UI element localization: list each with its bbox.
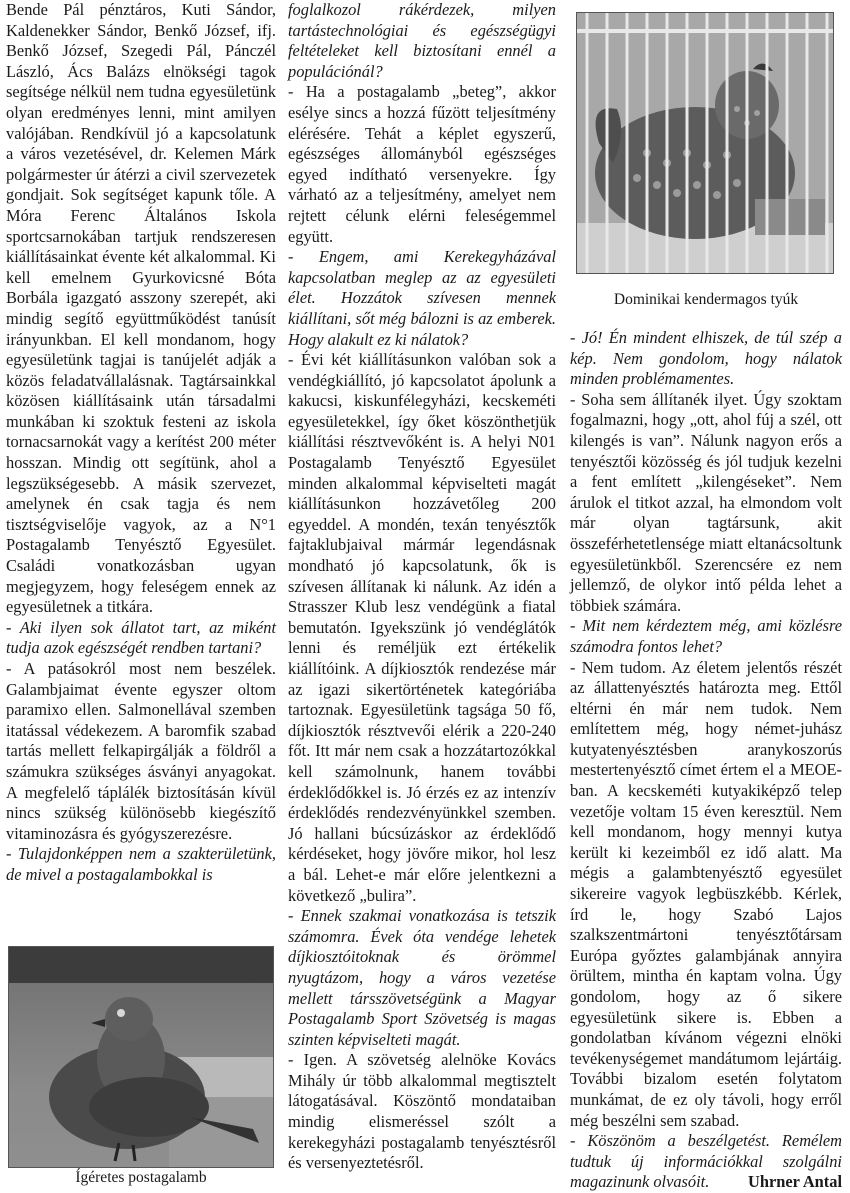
article-paragraph: - Igen. A szövetség alelnöke Kovács Mihály úr több alkalommal megtisztelt látogatásával. Köszöntő mondataiban mindig elismeréssel szólt a kerekegyházi postagalamb tenyésztésről és versenyeztetésről.	[288, 1050, 556, 1173]
closing-text: - Köszönöm a beszélgetést. Remélem tudtuk új információkkal szolgálni magazinunk olvasóit.	[570, 1131, 842, 1192]
hen-illustration	[577, 13, 834, 274]
column-2	[288, 0, 556, 1174]
closing-remark	[570, 1131, 842, 1193]
column-3	[570, 0, 842, 1193]
article-paragraph: - Nem tudom. Az életem jelentős részét az állattenyésztés határozta meg. Ettől eltérni én már nem tudok. Nem említettem még, hogy német-juhász kutyatenyésztésben aranykoszorús mestertenyésztő címet értem el a MEOE-ban. A kecskeméti kutyakiképző telep vezetője voltam 15 éven keresztül. Nem kell mondanom, hogy mennyi kutya került ki kezeimből ez idő alatt. Ma mégis a galambtenyésztő egyesület sikereire vagyok legbüszkébb. Kérlek, írd le, hogy Szabó Lajos szalkszentmártoni tenyésztőtársam Európa győztes galambjának annyira örültem, mintha én kaptam volna. Úgy gondolom, hogy az ő sikere egyesületünk sikere is. Ebben a gondolatban kívánom végezni elnöki tevékenységemet mandátumom lejártáig. További bizalom esetén folytatom munkámat, de ez oly távoli, hogy erről még beszélni sem szabad.	[570, 657, 842, 1130]
article-paragraph: Bende Pál pénztáros, Kuti Sándor, Kaldenekker Sándor, Benkő József, ifj. Benkő József, Szegedi Pál, Pánczél László, Ács Balázs elnökségi tagok segítsége nélkül nem tudna egyesületünk olyan eredményes lenni, mint amilyen valójában. Rendkívül jó a kapcsolatunk a város vezetésével, dr. Kelemen Márk polgármester úr átérzi a civil szervezetek gondjait. Sok segítséget kapunk tőle. A Móra Ferenc Általános Iskola sportcsarnokában tartjuk rendszeresen kiállításainkat évente két alkalommal. Ki kell emelnem Gyurkovicsné Bóta Borbála igazgató asszony szerepét, aki mindig segítő együttműködést tanúsít irányunkban. El kell mondanom, hogy egyesületünk tagjai is tanújelét adják a közös feladatvállalásnak. Tagtársainkkal közösen kiállításaink után társadalmi munkában ki szoktuk festeni az iskola tornacsarnokát vagy a kerítést 200 méter hosszan. Mindig ott segítünk, ahol a legszükségesebb. A másik szervezet, amelynek én csak tagja és nem tisztségviselője vagyok, az a N°1 Postagalamb Tenyésztő Egyesület. Családi vonatkozásban ugyan megjegyzem, hogy feleségem ennek az egyesületnek a titkára.	[6, 0, 276, 617]
pigeon-caption: Ígéretes postagalamb	[75, 1169, 207, 1186]
column-1	[6, 0, 276, 1186]
interview-question: - Mit nem kérdeztem még, ami közlésre számodra fontos lehet?	[570, 616, 842, 656]
interview-question: foglalkozol rákérdezek, milyen tartástechnológiai és egészségügyi feltételeket kell biztosítani ennél a populációnál?	[288, 0, 556, 81]
article-paragraph: - Ha a postagalamb „beteg”, akkor esélye sincs a hozzá fűzött teljesítmény elérésére. Tehát a képlet egyszerű, egészséges állományból egészséges egyed indítható versenyekre. Így várható az a teljesítmény, amelyet nem rejtett célunk elérni feleségemmel együtt.	[288, 82, 556, 246]
pigeon-photo	[8, 946, 274, 1168]
author-signature: Uhrner Antal	[748, 1172, 842, 1192]
interview-question: - Aki ilyen sok állatot tart, az miként tudja azok egészségét rendben tartani?	[6, 617, 276, 658]
interview-question: - Engem, ami Kerekegyházával kapcsolatban meglep az az egyesületi élet. Hozzátok szívesen mennek kiállítani, sőt még bálozni is az emberek. Hogy alakult ez ki nálatok?	[288, 247, 556, 349]
article-paragraph: - Soha sem állítanék ilyet. Úgy szoktam fogalmazni, hogy „ott, ahol fúj a szél, ott kilengés is van”. Nálunk nagyon erős a tenyésztői közösség és jól tudjuk kezelni a fent említett „kilengéseket”. Nem árulok el titkot azzal, ha elmondom volt már olyan tagtársunk, akit összeférhetetlensége miatt eltanácsoltunk egyesületünkből. Szerencsére ez nem jellemző, de olykor intő példa lehet a többiek számára.	[570, 389, 842, 615]
article-paragraph: - Évi két kiállításunkon valóban sok a vendégkiállító, jó kapcsolatot ápolunk a kakucsi, kiskunfélegyházi, kecskeméti egyesületekkel, így őket köszönthetjük kiállítási résztvevőként is. A helyi N01 Postagalamb Tenyésztő Egyesület minden alkalommal képviselteti magát kiállításunkon hozzávetőleg 200 egyeddel. A mondén, texán tenyésztők fajtaklubjaival mármár legendásnak mondható jó kapcsolatunk, ők is szívesen állítanak ki nálunk. Az idén a Strasszer Klub lesz vendégünk a fiatal bemutatón. Igyekszünk jó vendéglátók lenni és reméljük ezt értékelik kiállítóink. A díjkiosztók rendezése már az igazi sikertörténetek kategóriába tartoznak. Egyesületünk tagsága 50 fő, díjkiosztók résztvevői elérik a 220-240 főt. Itt már nem csak a hozzátartozókkal kell számolnunk, hanem további érdeklődőkkel is. Jó érzés ez az intenzív érdeklődés rendezvényünkkel szemben. Jó hallani búcsúzáskor az érdeklődő kérdéseket, hogy jövőre mikor, hol lesz a bál. Lehet-e már előre jelentkezni a következő „bulira”.	[288, 350, 556, 905]
hen-photo	[576, 12, 834, 274]
hen-caption: Dominikai kendermagos tyúk	[613, 291, 799, 308]
interview-question: - Ennek szakmai vonatkozása is tetszik számomra. Évek óta vendége lehetek díjkiosztóitoknak és örömmel nyugtázom, hogy a város vezetése mellett társszövetségünk a Magyar Postagalamb Sport Szövetség is magas szinten képviselteti magát.	[288, 906, 556, 1049]
pigeon-illustration	[9, 947, 274, 1168]
interview-question: - Tulajdonképpen nem a szakterületünk, de mivel a postagalambokkal is	[6, 844, 276, 884]
article-paragraph: - A patásokról most nem beszélek. Galambjaimat évente egyszer oltom paramixo ellen. Salmonellával szemben itatással védekezem. A baromfik szabad tartás mellett felkapirgálják a földről a számukra szükséges ásványi anyagokat. A megfelelő táplálék biztosításán kívül nincs szükség különösebb kiegészítő vitaminozásra és gyógyszerezésre.	[6, 659, 276, 843]
interview-question: - Jó! Én mindent elhiszek, de túl szép a kép. Nem gondolom, hogy nálatok minden problémamentes.	[570, 328, 842, 389]
